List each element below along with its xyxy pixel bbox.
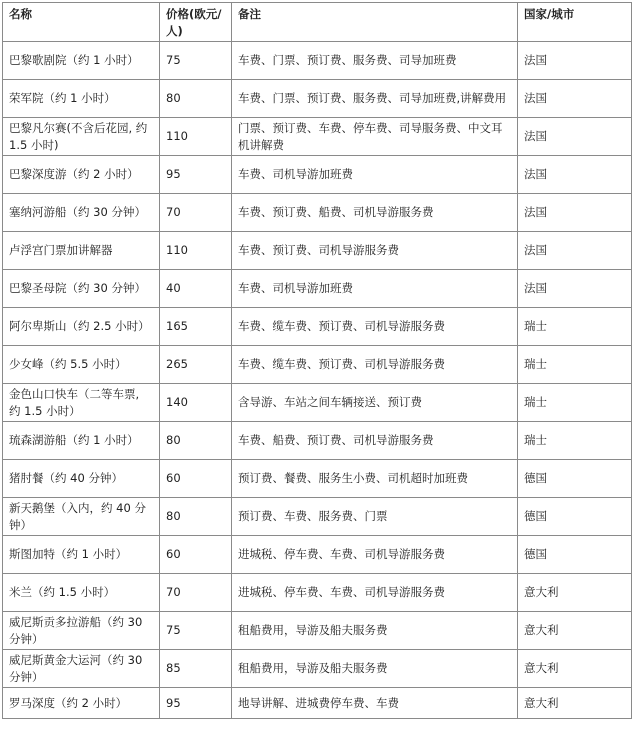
cell-notes: 车费、预订费、司机导游服务费 (232, 232, 518, 270)
cell-notes: 车费、缆车费、预订费、司机导游服务费 (232, 308, 518, 346)
cell-notes: 预订费、餐费、服务生小费、司机超时加班费 (232, 460, 518, 498)
table-row (3, 232, 632, 270)
cell-country: 法国 (518, 270, 632, 308)
table-row (3, 688, 632, 719)
cell-country: 德国 (518, 498, 632, 536)
cell-price: 140 (160, 384, 232, 422)
table-row (3, 650, 632, 688)
cell-country: 法国 (518, 118, 632, 156)
cell-country: 意大利 (518, 574, 632, 612)
table-row (3, 346, 632, 384)
cell-name: 威尼斯黄金大运河（约 30 分钟） (3, 650, 160, 688)
cell-name: 卢浮宫门票加讲解器 (3, 232, 160, 270)
header-country: 国家/城市 (518, 3, 632, 42)
cell-name: 琉森湖游船（约 1 小时） (3, 422, 160, 460)
cell-name: 巴黎凡尔赛(不含后花园, 约 1.5 小时) (3, 118, 160, 156)
cell-notes: 含导游、车站之间车辆接送、预订费 (232, 384, 518, 422)
cell-country: 瑞士 (518, 422, 632, 460)
header-row (3, 3, 632, 42)
cell-notes: 车费、门票、预订费、服务费、司导加班费,讲解费用 (232, 80, 518, 118)
price-table (2, 2, 632, 719)
table-row (3, 42, 632, 80)
cell-price: 95 (160, 156, 232, 194)
table-row (3, 536, 632, 574)
cell-price: 165 (160, 308, 232, 346)
cell-name: 荣军院（约 1 小时） (3, 80, 160, 118)
table-row (3, 308, 632, 346)
cell-notes: 进城税、停车费、车费、司机导游服务费 (232, 574, 518, 612)
cell-price: 95 (160, 688, 232, 719)
cell-country: 意大利 (518, 650, 632, 688)
table-row (3, 422, 632, 460)
cell-name: 猪肘餐（约 40 分钟） (3, 460, 160, 498)
cell-price: 80 (160, 498, 232, 536)
table-row (3, 460, 632, 498)
cell-notes: 租船费用，导游及船夫服务费 (232, 650, 518, 688)
table-row (3, 612, 632, 650)
table-row (3, 270, 632, 308)
table-row (3, 80, 632, 118)
cell-name: 米兰（约 1.5 小时） (3, 574, 160, 612)
cell-price: 85 (160, 650, 232, 688)
cell-name: 金色山口快车（二等车票, 约 1.5 小时） (3, 384, 160, 422)
table-row (3, 384, 632, 422)
cell-country: 瑞士 (518, 308, 632, 346)
table-row (3, 118, 632, 156)
cell-price: 110 (160, 118, 232, 156)
cell-name: 巴黎歌剧院（约 1 小时） (3, 42, 160, 80)
cell-notes: 车费、门票、预订费、服务费、司导加班费 (232, 42, 518, 80)
table-row (3, 194, 632, 232)
cell-country: 瑞士 (518, 384, 632, 422)
cell-country: 法国 (518, 232, 632, 270)
header-name: 名称 (3, 3, 160, 42)
cell-price: 110 (160, 232, 232, 270)
cell-country: 法国 (518, 156, 632, 194)
table-row (3, 574, 632, 612)
cell-country: 法国 (518, 80, 632, 118)
cell-price: 60 (160, 460, 232, 498)
cell-country: 瑞士 (518, 346, 632, 384)
cell-name: 威尼斯贡多拉游船（约 30 分钟） (3, 612, 160, 650)
cell-price: 70 (160, 194, 232, 232)
cell-price: 80 (160, 80, 232, 118)
cell-country: 意大利 (518, 688, 632, 719)
cell-price: 70 (160, 574, 232, 612)
cell-country: 意大利 (518, 612, 632, 650)
cell-notes: 车费、司机导游加班费 (232, 156, 518, 194)
header-notes: 备注 (232, 3, 518, 42)
table-row (3, 156, 632, 194)
cell-name: 罗马深度（约 2 小时） (3, 688, 160, 719)
cell-name: 巴黎深度游（约 2 小时） (3, 156, 160, 194)
cell-notes: 预订费、车费、服务费、门票 (232, 498, 518, 536)
cell-name: 少女峰（约 5.5 小时） (3, 346, 160, 384)
cell-notes: 门票、预订费、车费、停车费、司导服务费、中文耳机讲解费 (232, 118, 518, 156)
cell-notes: 车费、船费、预订费、司机导游服务费 (232, 422, 518, 460)
cell-notes: 车费、预订费、船费、司机导游服务费 (232, 194, 518, 232)
cell-price: 80 (160, 422, 232, 460)
cell-notes: 地导讲解、进城费停车费、车费 (232, 688, 518, 719)
cell-price: 265 (160, 346, 232, 384)
cell-country: 法国 (518, 194, 632, 232)
cell-notes: 租船费用，导游及船夫服务费 (232, 612, 518, 650)
cell-name: 塞纳河游船（约 30 分钟） (3, 194, 160, 232)
cell-name: 新天鹅堡（入内，约 40 分钟） (3, 498, 160, 536)
cell-notes: 车费、司机导游加班费 (232, 270, 518, 308)
cell-name: 阿尔卑斯山（约 2.5 小时） (3, 308, 160, 346)
cell-price: 40 (160, 270, 232, 308)
cell-country: 德国 (518, 460, 632, 498)
cell-notes: 车费、缆车费、预订费、司机导游服务费 (232, 346, 518, 384)
cell-country: 法国 (518, 42, 632, 80)
cell-name: 斯图加特（约 1 小时） (3, 536, 160, 574)
cell-name: 巴黎圣母院（约 30 分钟） (3, 270, 160, 308)
header-price: 价格(欧元/人) (160, 3, 232, 42)
table-row (3, 498, 632, 536)
cell-price: 60 (160, 536, 232, 574)
cell-price: 75 (160, 42, 232, 80)
cell-country: 德国 (518, 536, 632, 574)
cell-price: 75 (160, 612, 232, 650)
cell-notes: 进城税、停车费、车费、司机导游服务费 (232, 536, 518, 574)
